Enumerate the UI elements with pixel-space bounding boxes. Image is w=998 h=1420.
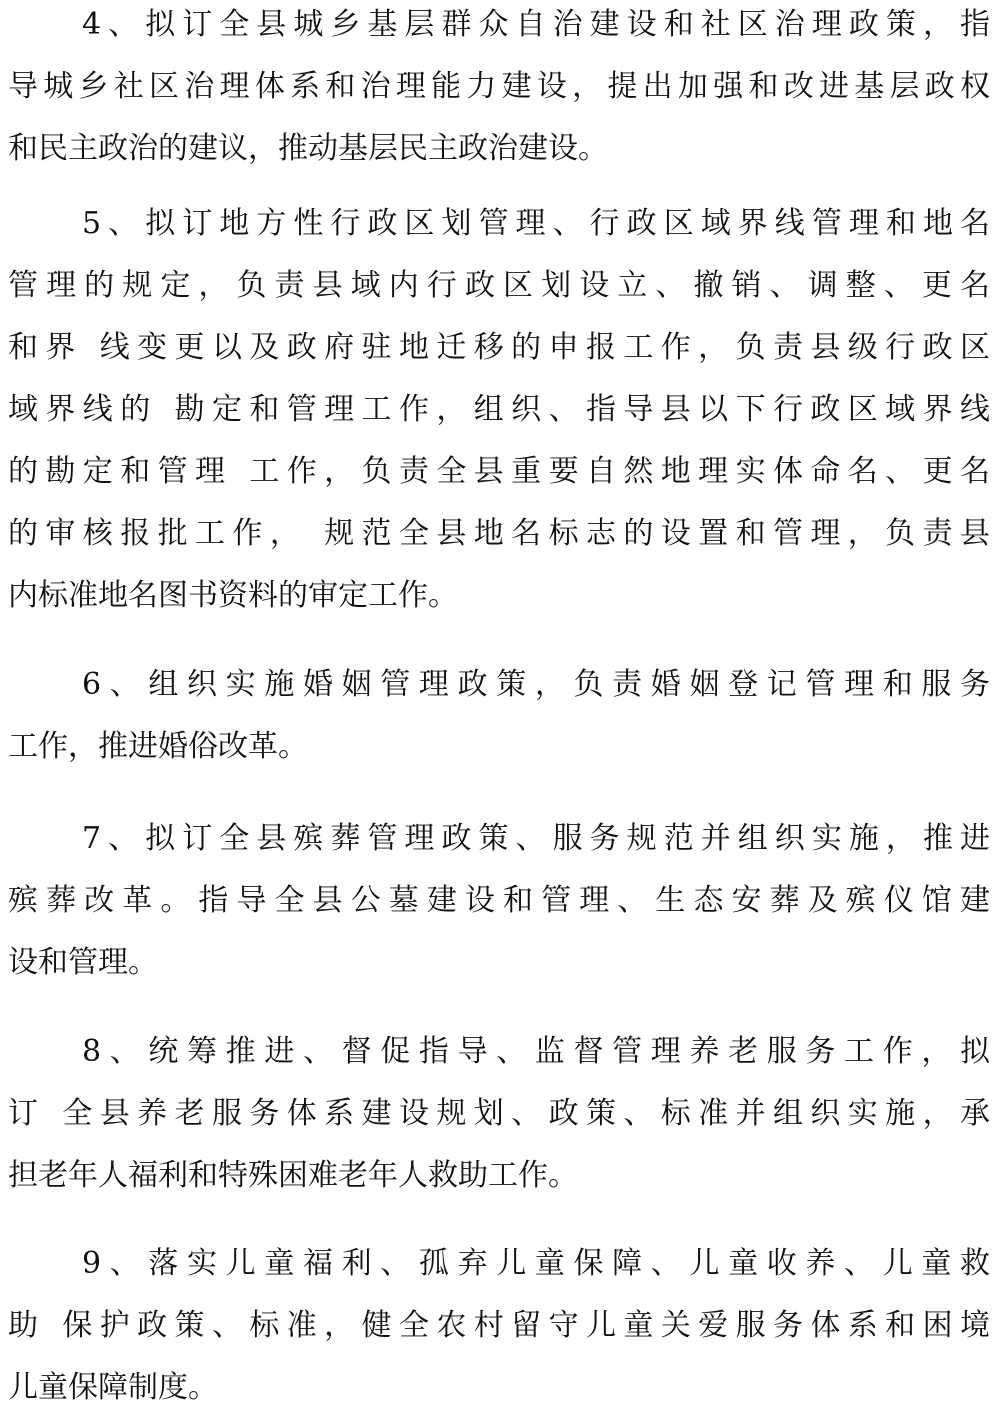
text-line: 殡葬改革。指导全县公墓建设和管理、生态安葬及殡仪馆建 bbox=[8, 883, 990, 918]
text-line: 和民主政治的建议，推动基层民主政治建设。 bbox=[8, 131, 608, 166]
paragraph-item-6 bbox=[8, 654, 990, 778]
paragraph-item-7 bbox=[8, 808, 990, 994]
text-line: 域界线的 勘定和管理工作，组织、指导县以下行政区域界线 bbox=[8, 392, 990, 427]
text-line: 管理的规定，负责县域内行政区划设立、撤销、调整、更名 bbox=[8, 268, 990, 303]
text-line: 工作，推进婚俗改革。 bbox=[8, 729, 308, 764]
text-line: 7、拟订全县殡葬管理政策、服务规范并组织实施，推进 bbox=[82, 821, 990, 856]
text-line: 5、拟订地方性行政区划管理、行政区域界线管理和地名 bbox=[82, 206, 990, 241]
text-line: 和界 线变更以及政府驻地迁移的申报工作，负责县级行政区 bbox=[8, 330, 990, 365]
text-line: 8、统筹推进、督促指导、监督管理养老服务工作，拟 bbox=[82, 1034, 990, 1069]
text-line: 导城乡社区治理体系和治理能力建设，提出加强和改进基层政权 bbox=[8, 69, 990, 104]
text-line: 4、拟订全县城乡基层群众自治建设和社区治理政策，指 bbox=[82, 7, 990, 42]
text-line: 助 保护政策、标准，健全农村留守儿童关爱服务体系和困境 bbox=[8, 1308, 990, 1343]
paragraph-item-5 bbox=[8, 193, 990, 627]
paragraph-item-9 bbox=[8, 1233, 990, 1419]
text-line: 内标准地名图书资料的审定工作。 bbox=[8, 578, 458, 613]
text-line: 设和管理。 bbox=[8, 945, 158, 980]
text-line: 担老年人福利和特殊困难老年人救助工作。 bbox=[8, 1158, 578, 1193]
text-line: 9、落实儿童福利、孤弃儿童保障、儿童收养、儿童救 bbox=[82, 1246, 990, 1281]
text-line: 的审核报批工作， 规范全县地名标志的设置和管理，负责县 bbox=[8, 516, 990, 551]
text-line: 儿童保障制度。 bbox=[8, 1370, 218, 1405]
text-line: 订 全县养老服务体系建设规划、政策、标准并组织实施，承 bbox=[8, 1096, 990, 1131]
text-line: 6、组织实施婚姻管理政策，负责婚姻登记管理和服务 bbox=[82, 667, 990, 702]
paragraph-item-8 bbox=[8, 1021, 990, 1207]
paragraph-item-4 bbox=[8, 0, 990, 180]
text-line: 的勘定和管理 工作，负责全县重要自然地理实体命名、更名 bbox=[8, 454, 990, 489]
